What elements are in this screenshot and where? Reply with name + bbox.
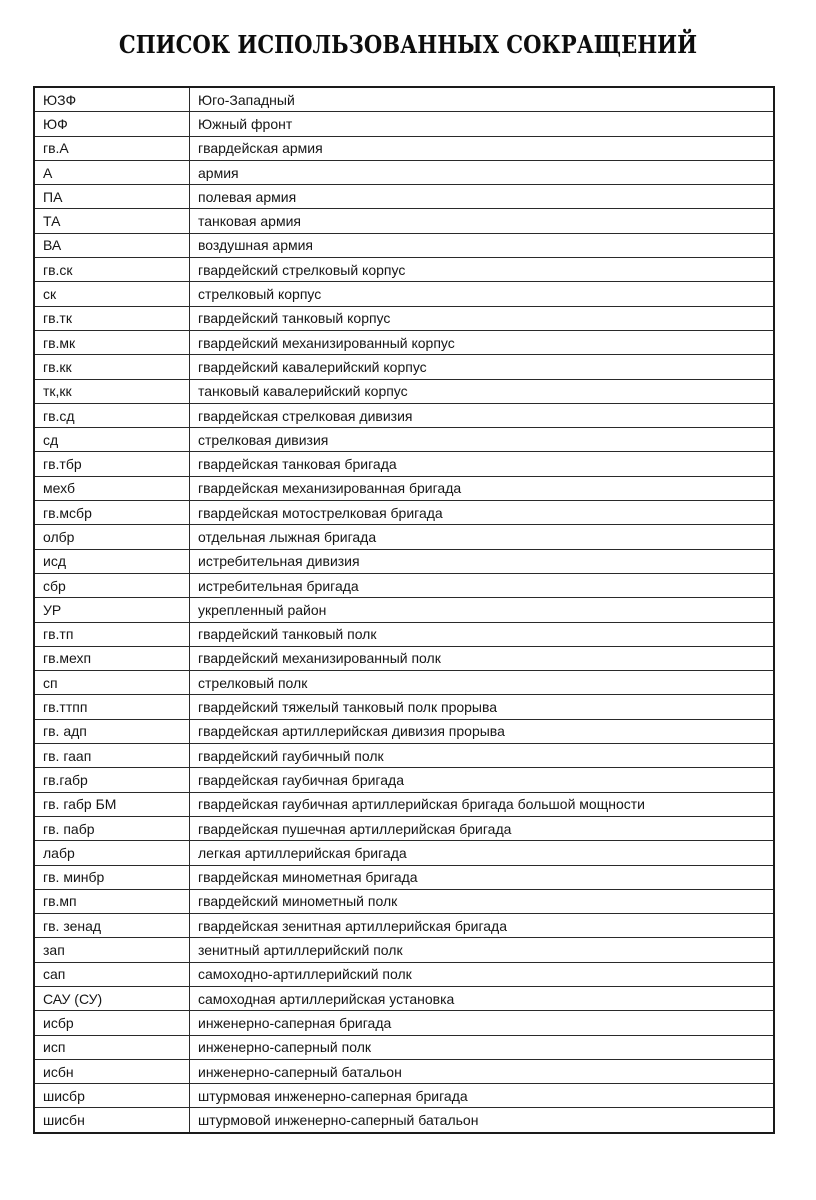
meaning-cell: гвардейская мотострелковая бригада (190, 501, 775, 525)
meaning-cell: инженерно-саперный батальон (190, 1059, 775, 1083)
abbreviation-cell: гв. габр БМ (34, 792, 190, 816)
table-row (34, 112, 774, 136)
meaning-cell: стрелковый полк (190, 671, 775, 695)
meaning-cell: гвардейская армия (190, 136, 775, 160)
meaning-cell: гвардейский танковый полк (190, 622, 775, 646)
meaning-cell: гвардейская пушечная артиллерийская бригада (190, 816, 775, 840)
abbreviation-cell: олбр (34, 525, 190, 549)
table-row (34, 160, 774, 184)
meaning-cell: танковый кавалерийский корпус (190, 379, 775, 403)
table-row (34, 87, 774, 112)
meaning-cell: штурмовая инженерно-саперная бригада (190, 1084, 775, 1108)
table-row (34, 306, 774, 330)
table-row (34, 671, 774, 695)
abbreviation-cell: ПА (34, 185, 190, 209)
abbreviation-cell: сбр (34, 573, 190, 597)
abbreviation-cell: гв.сд (34, 403, 190, 427)
table-row (34, 1108, 774, 1133)
meaning-cell: Южный фронт (190, 112, 775, 136)
abbreviation-cell: ЮФ (34, 112, 190, 136)
meaning-cell: танковая армия (190, 209, 775, 233)
meaning-cell: инженерно-саперный полк (190, 1035, 775, 1059)
abbreviation-cell: зап (34, 938, 190, 962)
meaning-cell: истребительная бригада (190, 573, 775, 597)
abbreviation-cell: шисбн (34, 1108, 190, 1133)
table-row (34, 476, 774, 500)
abbreviation-cell: ВА (34, 233, 190, 257)
meaning-cell: гвардейский стрелковый корпус (190, 258, 775, 282)
table-row (34, 986, 774, 1010)
table-row (34, 282, 774, 306)
abbreviation-cell: гв.мехп (34, 646, 190, 670)
abbreviation-cell: А (34, 160, 190, 184)
abbreviation-cell: гв. зенад (34, 914, 190, 938)
meaning-cell: полевая армия (190, 185, 775, 209)
table-row (34, 914, 774, 938)
table-row (34, 355, 774, 379)
abbreviation-cell: сап (34, 962, 190, 986)
table-row (34, 1059, 774, 1083)
meaning-cell: гвардейская минометная бригада (190, 865, 775, 889)
abbreviation-cell: ЮЗФ (34, 87, 190, 112)
meaning-cell: самоходно-артиллерийский полк (190, 962, 775, 986)
table-row (34, 1084, 774, 1108)
table-row (34, 816, 774, 840)
abbreviation-cell: гв.тп (34, 622, 190, 646)
abbreviation-cell: исд (34, 549, 190, 573)
abbreviation-cell: гв. пабр (34, 816, 190, 840)
abbreviation-cell: лабр (34, 841, 190, 865)
abbreviation-cell: гв.тк (34, 306, 190, 330)
table-row (34, 768, 774, 792)
meaning-cell: гвардейский гаубичный полк (190, 744, 775, 768)
table-row (34, 622, 774, 646)
meaning-cell: истребительная дивизия (190, 549, 775, 573)
abbreviation-cell: сд (34, 428, 190, 452)
abbreviation-cell: исп (34, 1035, 190, 1059)
meaning-cell: гвардейский танковый корпус (190, 306, 775, 330)
abbreviation-cell: ск (34, 282, 190, 306)
abbreviation-cell: исбр (34, 1011, 190, 1035)
meaning-cell: отдельная лыжная бригада (190, 525, 775, 549)
abbreviation-cell: гв.ск (34, 258, 190, 282)
meaning-cell: самоходная артиллерийская установка (190, 986, 775, 1010)
table-row (34, 136, 774, 160)
table-row (34, 1011, 774, 1035)
meaning-cell: гвардейская гаубичная бригада (190, 768, 775, 792)
table-row (34, 646, 774, 670)
table-row (34, 233, 774, 257)
meaning-cell: воздушная армия (190, 233, 775, 257)
meaning-cell: гвардейская артиллерийская дивизия прорыва (190, 719, 775, 743)
table-row (34, 501, 774, 525)
table-row (34, 452, 774, 476)
table-row (34, 379, 774, 403)
abbreviation-cell: гв.тбр (34, 452, 190, 476)
abbreviation-cell: сп (34, 671, 190, 695)
abbreviation-cell: гв.ттпп (34, 695, 190, 719)
page-title: СПИСОК ИСПОЛЬЗОВАННЫХ СОКРАЩЕНИЙ (118, 30, 698, 59)
abbreviation-cell: шисбр (34, 1084, 190, 1108)
abbreviation-cell: САУ (СУ) (34, 986, 190, 1010)
table-row (34, 744, 774, 768)
table-row (34, 865, 774, 889)
meaning-cell: гвардейская стрелковая дивизия (190, 403, 775, 427)
table-row (34, 573, 774, 597)
table-row (34, 330, 774, 354)
table-row (34, 1035, 774, 1059)
table-row (34, 549, 774, 573)
abbreviation-cell: гв.мп (34, 889, 190, 913)
table-row (34, 889, 774, 913)
abbreviation-cell: УР (34, 598, 190, 622)
table-row (34, 258, 774, 282)
meaning-cell: гвардейская зенитная артиллерийская бригада (190, 914, 775, 938)
meaning-cell: зенитный артиллерийский полк (190, 938, 775, 962)
table-row (34, 962, 774, 986)
meaning-cell: гвардейский механизированный полк (190, 646, 775, 670)
table-row (34, 598, 774, 622)
abbreviation-cell: гв.А (34, 136, 190, 160)
meaning-cell: гвардейская гаубичная артиллерийская бригада большой мощности (190, 792, 775, 816)
meaning-cell: гвардейская танковая бригада (190, 452, 775, 476)
abbreviation-cell: гв. гаап (34, 744, 190, 768)
table-row (34, 792, 774, 816)
abbreviation-cell: мехб (34, 476, 190, 500)
meaning-cell: гвардейский тяжелый танковый полк прорыва (190, 695, 775, 719)
meaning-cell: Юго-Западный (190, 87, 775, 112)
abbreviation-cell: гв.мсбр (34, 501, 190, 525)
abbreviation-cell: исбн (34, 1059, 190, 1083)
meaning-cell: укрепленный район (190, 598, 775, 622)
abbreviation-cell: гв.мк (34, 330, 190, 354)
table-row (34, 185, 774, 209)
table-row (34, 938, 774, 962)
table-row (34, 403, 774, 427)
meaning-cell: гвардейский механизированный корпус (190, 330, 775, 354)
abbreviation-cell: гв.кк (34, 355, 190, 379)
abbreviation-cell: ТА (34, 209, 190, 233)
meaning-cell: инженерно-саперная бригада (190, 1011, 775, 1035)
table-row (34, 209, 774, 233)
abbreviation-cell: гв.габр (34, 768, 190, 792)
meaning-cell: штурмовой инженерно-саперный батальон (198, 1112, 479, 1129)
abbreviation-cell: гв. адп (34, 719, 190, 743)
table-row (34, 525, 774, 549)
meaning-cell: стрелковый корпус (190, 282, 775, 306)
abbreviations-table (33, 86, 775, 1134)
table-row (34, 695, 774, 719)
table-row (34, 719, 774, 743)
table-row (34, 841, 774, 865)
meaning-cell: легкая артиллерийская бригада (190, 841, 775, 865)
meaning-cell: стрелковая дивизия (190, 428, 775, 452)
table-row (34, 428, 774, 452)
abbreviation-cell: гв. минбр (34, 865, 190, 889)
meaning-cell: гвардейская механизированная бригада (190, 476, 775, 500)
abbreviation-cell: тк,кк (34, 379, 190, 403)
meaning-cell: гвардейский кавалерийский корпус (190, 355, 775, 379)
meaning-cell: армия (190, 160, 775, 184)
abbreviations-table-body (34, 87, 774, 1133)
meaning-cell: гвардейский минометный полк (190, 889, 775, 913)
